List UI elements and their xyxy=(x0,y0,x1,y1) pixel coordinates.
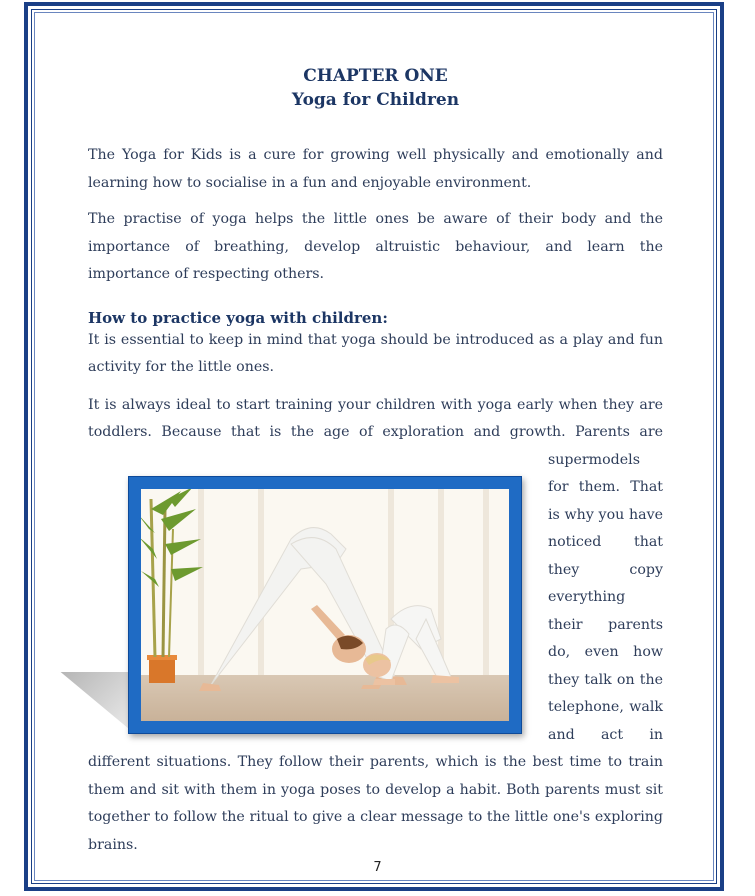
paragraph-intro: The Yoga for Kids is a cure for growing well physically and emotionally and learning how to socialise in a fun and enjoyable environment. xyxy=(88,147,663,191)
paragraph-early-wrapper xyxy=(88,392,663,860)
mother-child-yoga-illustration xyxy=(141,489,509,721)
subheading-how-to: How to practice yoga with children: xyxy=(88,308,388,327)
yoga-photo xyxy=(128,476,520,744)
paragraph-play: It is essential to keep in mind that yoga should be introduced as a play and fun activity for the little ones. xyxy=(88,331,663,375)
page-number: 7 xyxy=(373,860,382,875)
chapter-title: Yoga for Children xyxy=(291,90,460,110)
chapter-label: CHAPTER ONE xyxy=(303,66,448,86)
photo-frame xyxy=(128,476,522,734)
paragraph-early-childhood: It is always ideal to start training your children with yoga early when they are toddlers. Because that is the age of exploration and growth. Parents are supermodels for them. That is why you have noticed that they copy everything their parents do, even how they talk on the telephone, walk and act in different situations. They follow their parents, which is the best time to train them and sit with them in yoga poses to develop a habit. Both parents must sit together to follow the ritual to give a clear message to the little one's exploring brains. xyxy=(88,396,663,853)
paragraph-benefits: The practise of yoga helps the little ones be aware of their body and the importance of breathing, develop altruistic behaviour, and learn the importance of respecting others. xyxy=(88,211,663,282)
yoga-photo-image xyxy=(141,489,509,721)
page-content xyxy=(88,64,663,859)
